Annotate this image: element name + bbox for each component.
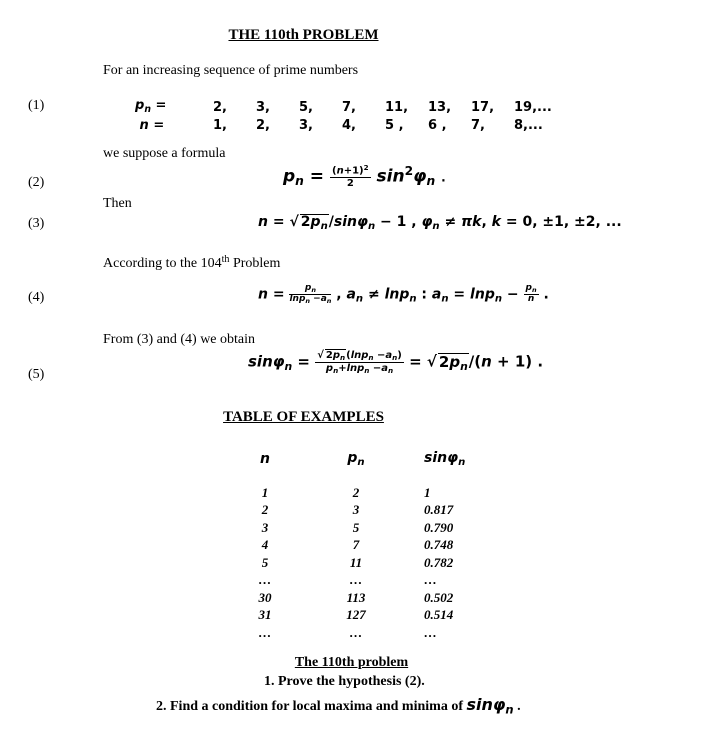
seq-p-value: 2,: [213, 99, 227, 115]
eq-label-3: (3): [28, 216, 45, 231]
seq-p-value: 11,: [385, 99, 409, 115]
table-row: [230, 607, 544, 625]
table-row: [230, 624, 544, 642]
cell-sinphi: 0.748: [424, 537, 454, 553]
then-text: Then: [103, 196, 132, 211]
cell-pn: …: [349, 624, 363, 640]
seq-n-value: 4,: [342, 117, 356, 133]
suppose-text: we suppose a formula: [103, 146, 226, 161]
table-row: [230, 589, 544, 607]
table-row: [230, 572, 544, 590]
seq-n-value: 1,: [213, 117, 227, 133]
task-2-text: 2. Find a condition for local maxima and minima of: [156, 699, 467, 714]
cell-sinphi: …: [424, 572, 437, 588]
column-header-n: n: [260, 451, 270, 467]
cell-pn: 127: [346, 607, 366, 623]
column-header-pn: $p_n$: [347, 449, 365, 468]
cell-pn: 7: [352, 537, 360, 553]
task-2-formula: sinφ$_n$: [466, 695, 514, 717]
seq-p-value: 3,: [256, 99, 270, 115]
seq-p-value: 17,: [471, 99, 495, 115]
cell-n: 31: [258, 607, 272, 623]
formula-3: n = √ $2p_n/\sin\varphi_n - 1$ , $\varphi_n \ne \pi k$, k = 0, ±1, ±2, ...: [258, 214, 622, 233]
cell-n: 5: [261, 554, 269, 570]
cell-sinphi: 0.790: [424, 519, 454, 535]
seq-p-value: 7,: [342, 99, 356, 115]
eq-label-1: (1): [28, 98, 45, 113]
cell-pn: 5: [352, 519, 360, 535]
sequence-p-row: [135, 98, 552, 118]
seq-p-value: 5,: [299, 99, 313, 115]
cell-sinphi: 0.502: [424, 589, 454, 605]
formula-4: n = $\frac{p_n}{\ln p_n -a_n}$ , $a_n \ne \ln p_n$ : $a_n = \ln p_n$ − $\frac{p_n}{n}$ .: [258, 283, 549, 305]
cell-n: …: [258, 572, 272, 588]
problem-title: The 110th problem: [294, 655, 409, 670]
seq-p-value: 13,: [428, 99, 452, 115]
cell-pn: 113: [346, 589, 366, 605]
task-1: 1. Prove the hypothesis (2).: [264, 674, 425, 689]
seq-n-value: 7,: [471, 117, 485, 133]
eq-label-5: (5): [28, 367, 45, 382]
cell-n: 30: [258, 589, 272, 605]
according-main: According to the 104: [103, 256, 222, 272]
sequence-n-row: [135, 118, 552, 134]
task-2: 2. Find a condition for local maxima and minima of sinφ$_n$ .: [156, 695, 521, 717]
cell-sinphi: 1: [424, 484, 431, 500]
seq-n-value: 5 ,: [385, 117, 404, 133]
cell-n: …: [258, 624, 272, 640]
according-end: Problem: [229, 256, 281, 272]
according-superscript: th: [221, 254, 230, 265]
formula-5: sinφ$_n$ = $\frac{√ 2p_n(\ln p_n -a_n)}{p_n+\ln p_n -a_n}$ = √ $2p_n/(n + 1)$ .: [248, 350, 544, 376]
cell-n: 4: [261, 537, 269, 553]
seq-n-value: 2,: [256, 117, 270, 133]
table-title: TABLE OF EXAMPLES: [223, 409, 384, 425]
cell-pn: 2: [352, 484, 360, 500]
intro-text: For an increasing sequence of prime numbers: [103, 63, 359, 78]
cell-sinphi: 0.817: [424, 502, 454, 518]
from-text: From (3) and (4) we obtain: [103, 332, 256, 347]
seq-n-value: 3,: [299, 117, 313, 133]
formula-2: $p_n$ = $\frac{(n+1)^2}{2}$ $\sin^2\varphi_n$ .: [283, 163, 446, 189]
cell-n: 1: [261, 484, 269, 500]
seq-n-value: 6 ,: [428, 117, 447, 133]
cell-pn: 3: [352, 502, 360, 518]
column-header-sinphi: sinφ$_n$: [424, 449, 466, 468]
prime-sequence: [135, 98, 552, 134]
examples-table: [230, 448, 544, 642]
n-symbol: n =: [139, 117, 165, 133]
cell-sinphi: …: [424, 624, 437, 640]
table-row: [230, 484, 544, 502]
seq-n-value: 8,...: [514, 117, 543, 133]
page-title: THE 110th PROBLEM: [228, 27, 379, 43]
p-n-symbol: $p_n$ =: [135, 98, 167, 115]
cell-n: 2: [261, 502, 269, 518]
eq-label-4: (4): [28, 290, 45, 305]
table-row: [230, 519, 544, 537]
cell-sinphi: 0.782: [424, 554, 454, 570]
eq-label-2: (2): [28, 175, 45, 190]
cell-pn: 11: [349, 554, 363, 570]
cell-n: 3: [261, 519, 269, 535]
according-text: [103, 254, 280, 272]
table-row: [230, 537, 544, 555]
table-header: [230, 448, 544, 470]
table-row: [230, 502, 544, 520]
cell-sinphi: 0.514: [424, 607, 454, 623]
seq-p-value: 19,...: [514, 99, 552, 115]
table-row: [230, 554, 544, 572]
cell-pn: …: [349, 572, 363, 588]
